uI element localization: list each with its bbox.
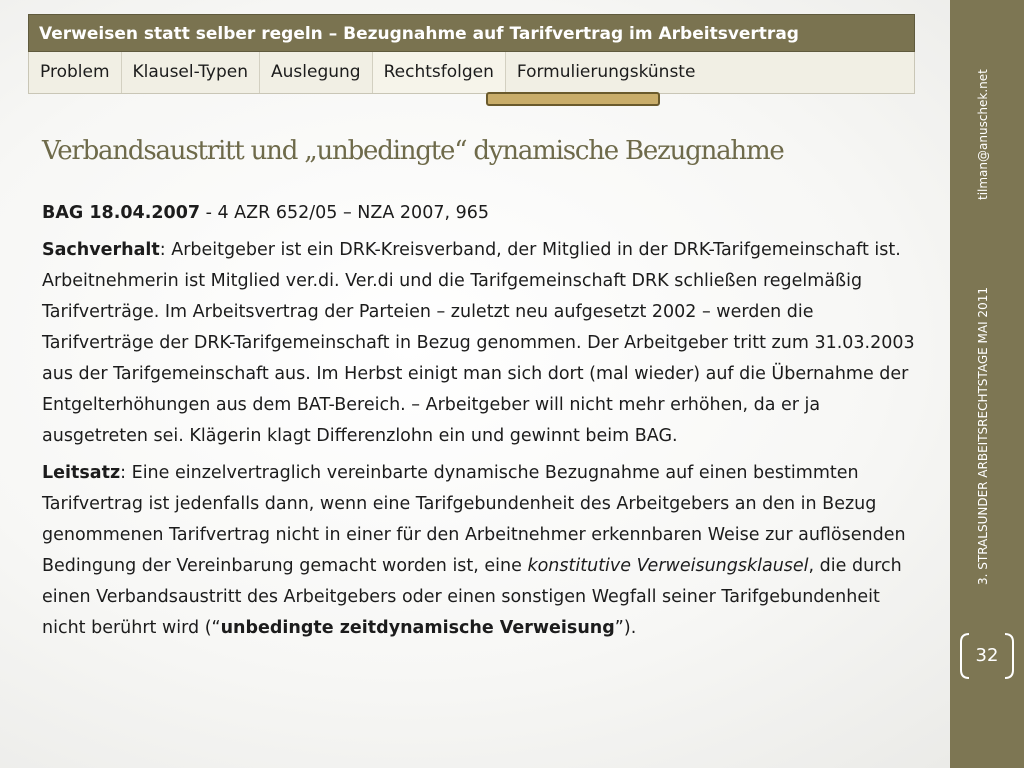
leitsatz-text-3: ”). [614,618,637,638]
conference-label: 3. STRALSUNDER ARBEITSRECHTSTAGE MAI 2011 [976,287,990,585]
leitsatz-label: Leitsatz [42,463,121,483]
tab-klausel-typen[interactable]: Klausel-Typen [122,52,261,93]
tab-formulierungskuenste[interactable]: Formulierungskünste [516,62,696,82]
author-email: tilman@anuschek.net [976,69,990,200]
tab-problem[interactable]: Problem [29,52,122,93]
slide-navigation [28,14,915,94]
citation-bold: BAG 18.04.2007 [42,203,201,223]
leitsatz-text-2: , die durch einen Verbandsaustritt des Arbeitgebers oder einen sonstigen Wegfall seiner Tarifgebundenheit nicht berührt wird (“ [42,556,902,638]
citation-paragraph [42,198,922,229]
nav-tabs [28,52,915,94]
leitsatz-paragraph [42,458,922,644]
citation-rest: - 4 AZR 652/05 – NZA 2007, 965 [200,203,489,223]
leitsatz-italic: konstitutive Verweisungsklausel [527,556,809,576]
slide-body [42,198,922,650]
page-number-badge [957,628,1017,684]
sachverhalt-paragraph [42,235,922,452]
active-tab-marker [486,92,660,106]
sachverhalt-text: : Arbeitgeber ist ein DRK-Kreisverband, der Mitglied in der DRK-Tarifgemeinschaft ist. Arbeitnehmerin ist Mitglied ver.di. Ver.di und die Tarifgemeinschaft DRK schließen regelmäßig Tarifverträge. Im Arbeitsvertrag der Parteien – zuletzt neu aufgesetzt 2002 – werden die Tarifverträge der DRK-Tarifgemeinschaft in Bezug genommen. Der Arbeitgeber tritt zum 31.03.2003 aus der Tarifgemeinschaft aus. Im Herbst einigt man sich dort (mal wieder) auf die Übernahme der Entgelterhöhungen aus dem BAT-Bereich. – Arbeitgeber will nicht mehr erhöhen, da er ja ausgetreten sei. Klägerin klagt Differenzlohn ein und gewinnt beim BAG. [42,240,915,446]
leitsatz-bold: unbedingte zeitdynamische Verweisung [220,618,615,638]
leitsatz-text-1: : Eine einzelvertraglich vereinbarte dynamische Bezugnahme auf einen bestimmten Tarifvertrag ist jedenfalls dann, wenn eine Tarifgebundenheit des Arbeitgebers an den in Bezug genommenen Tarifvertrag nicht in einer für den Arbeitnehmer erkennbaren Weise zur auflösenden Bedingung der Vereinbarung gemacht worden ist, eine [42,463,906,576]
tab-auslegung[interactable]: Auslegung [260,52,373,93]
slide-heading: Verbandsaustritt und „unbedingte“ dynamische Bezugnahme [42,136,784,166]
nav-title: Verweisen statt selber regeln – Bezugnahme auf Tarifvertrag im Arbeitsvertrag [28,14,915,52]
tab-rechtsfolgen[interactable]: Rechtsfolgen [373,52,506,93]
sachverhalt-label: Sachverhalt [42,240,160,260]
page-number: 32 [975,645,999,666]
